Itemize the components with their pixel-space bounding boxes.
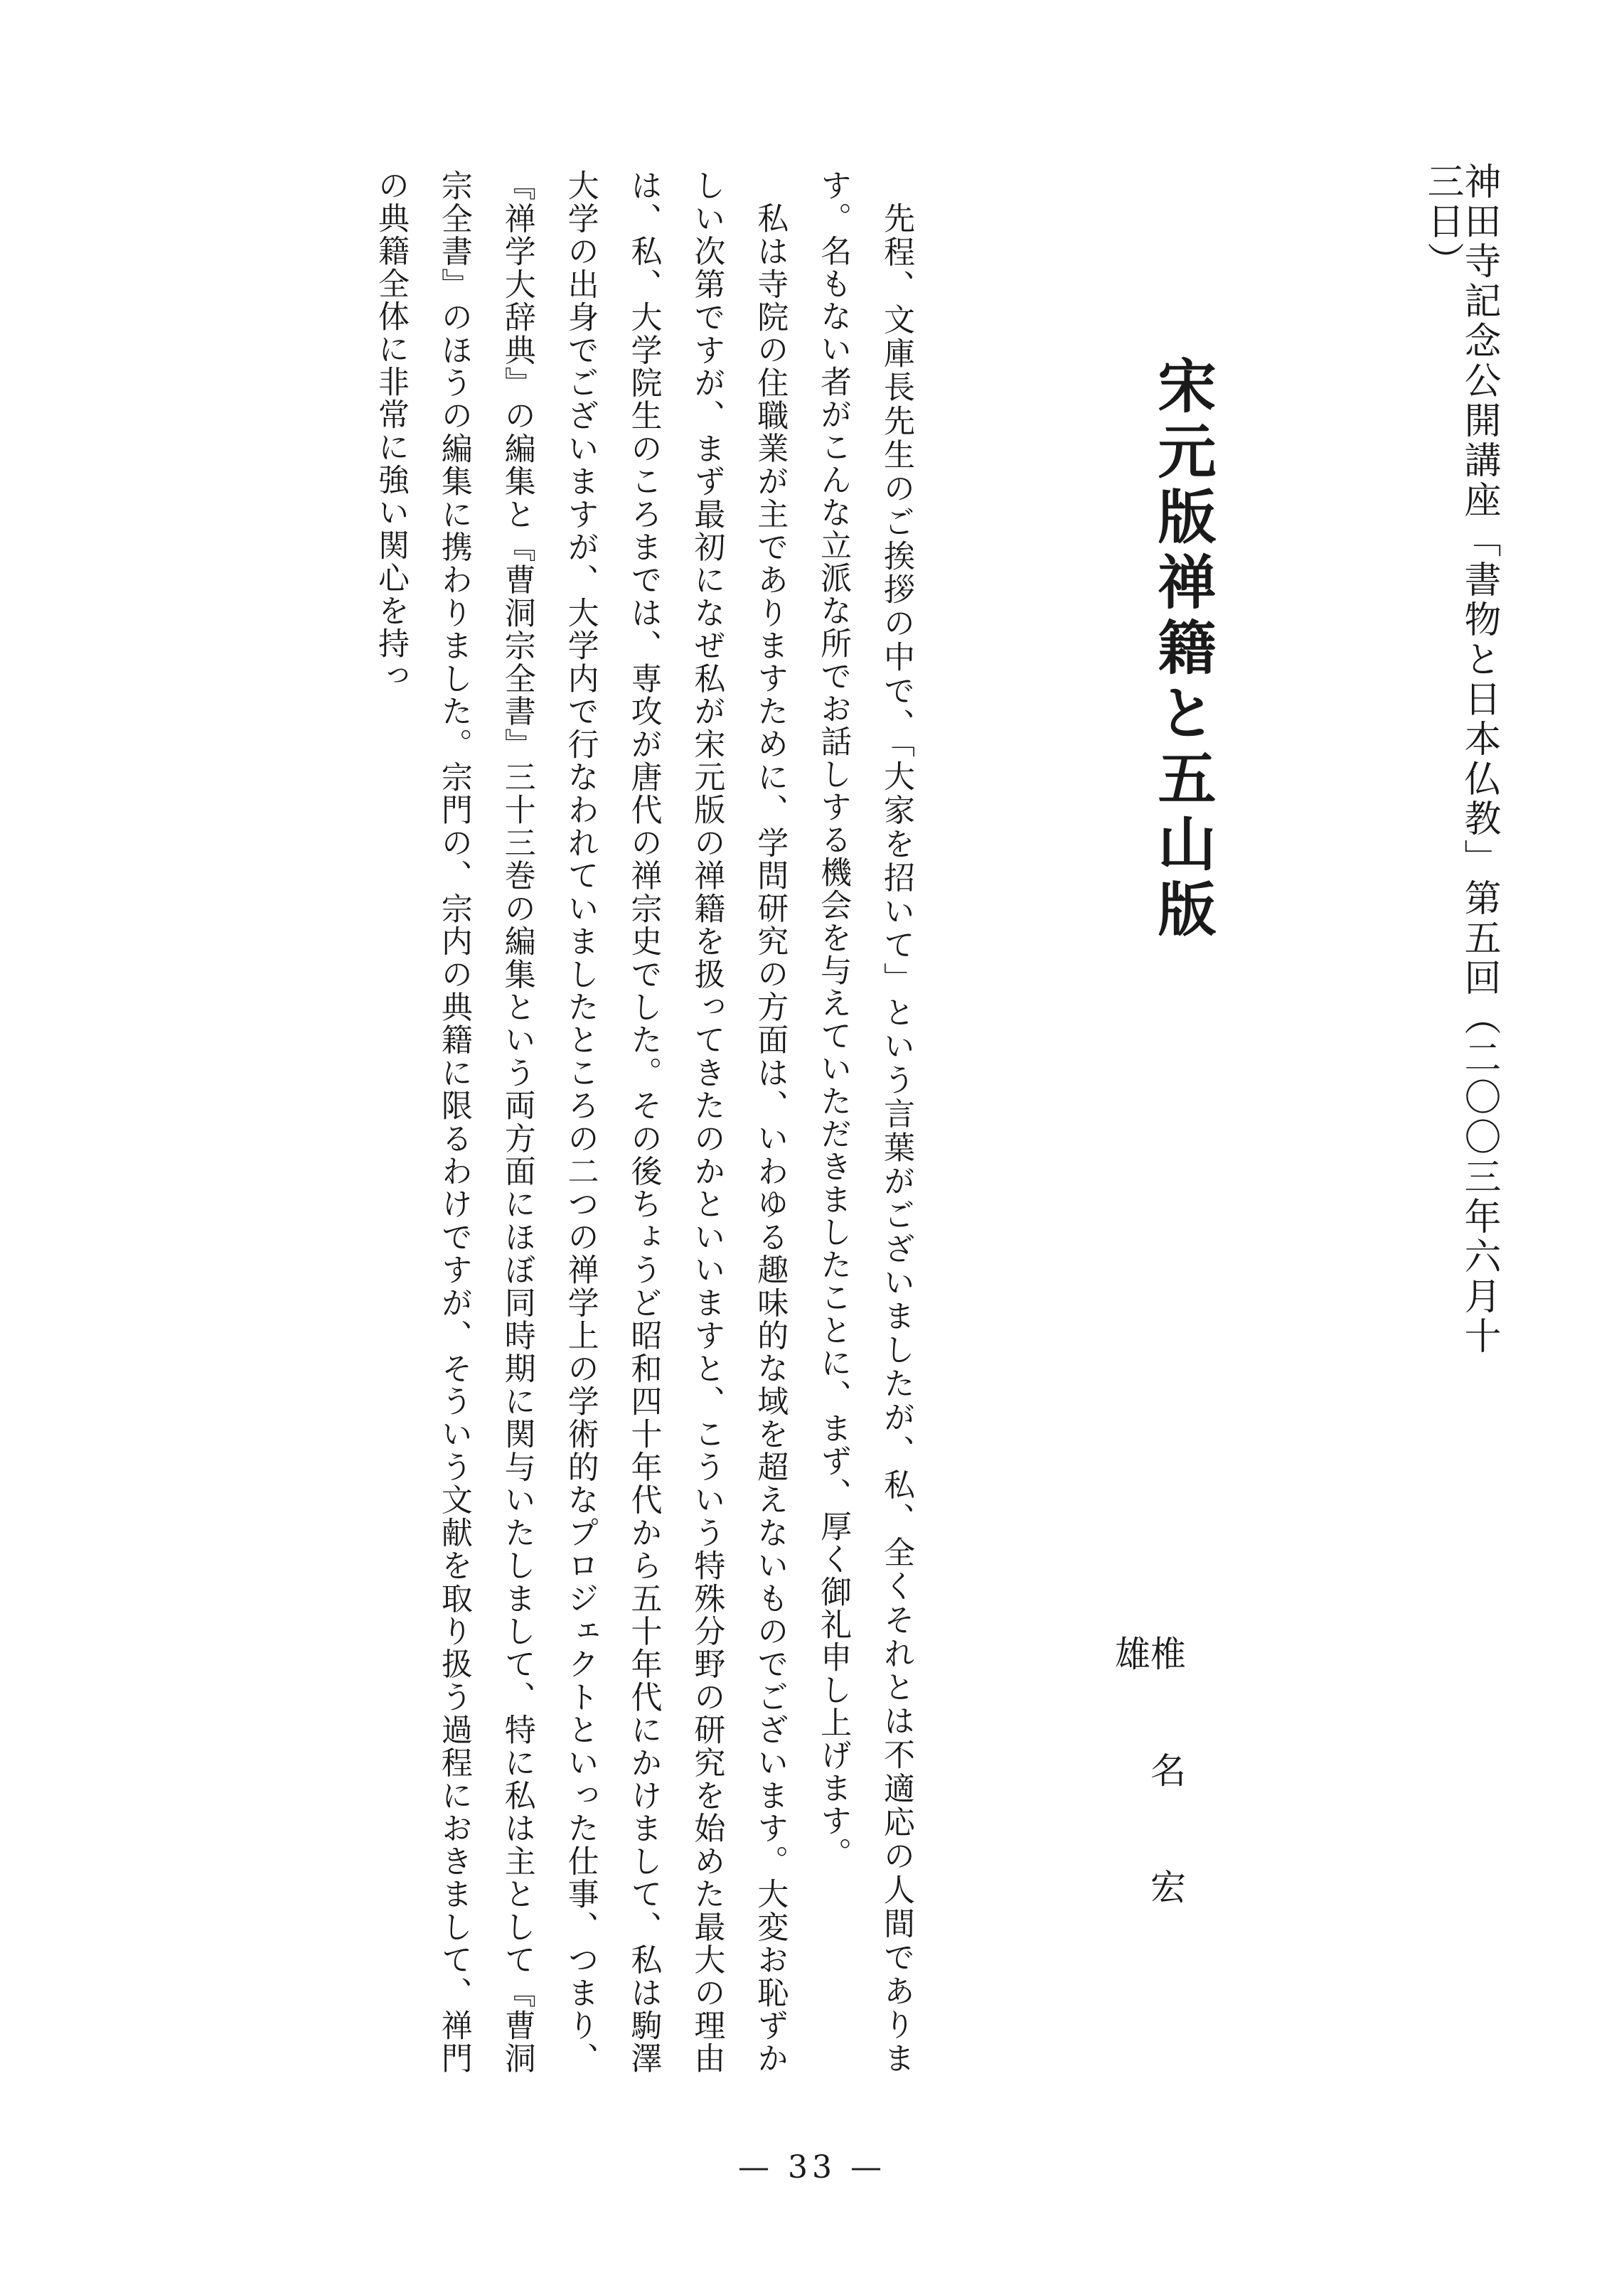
paragraph: 先程、文庫長先生のご挨拶の中で、「大家を招いて」という言葉がございましたが、私、全くそれとは不適応の人間であります。名もない者がこんな立派な所でお話しする機会を与えていただきましたことに、まず、厚く御礼申し上げます。 bbox=[815, 169, 914, 2075]
body-text bbox=[358, 169, 927, 2075]
series-heading: 神田寺記念公開講座「書物と日本仏教」第五回（二〇〇三年六月十三日） bbox=[1421, 162, 1500, 1356]
paragraph: 私は寺院の住職業が主でありますために、学問研究の方面は、いわゆる趣味的な域を超えないものでございます。大変お恥ずかしい次第ですが、まず最初になぜ私が宋元版の禅籍を扱ってきたのかといいますと、こういう特殊分野の研究を始めた最大の理由は、私、大学院生のころまでは、専攻が唐代の禅宗史でした。その後ちょうど昭和四十年代から五十年代にかけまして、私は駒澤大学の出身でございますが、大学内で行なわれていましたところの二つの禅学上の学術的なプロジェクトといった仕事、つまり、『禅学大辞典』の編集と『曹洞宗全書』三十三巻の編集という両方面にほぼ同時期に関与いたしまして、特に私は主として『曹洞宗全書』のほうの編集に携わりました。宗門の、宗内の典籍に限るわけですが、そういう文献を取り扱う過程におきまして、禅門の典籍全体に非常に強い関心を持っ bbox=[373, 169, 789, 2075]
page-number: — 33 — bbox=[738, 2149, 886, 2185]
author-name: 椎 名 宏 雄 bbox=[1109, 1635, 1186, 1985]
page-title: 宋元版禅籍と五山版 bbox=[1148, 355, 1217, 944]
